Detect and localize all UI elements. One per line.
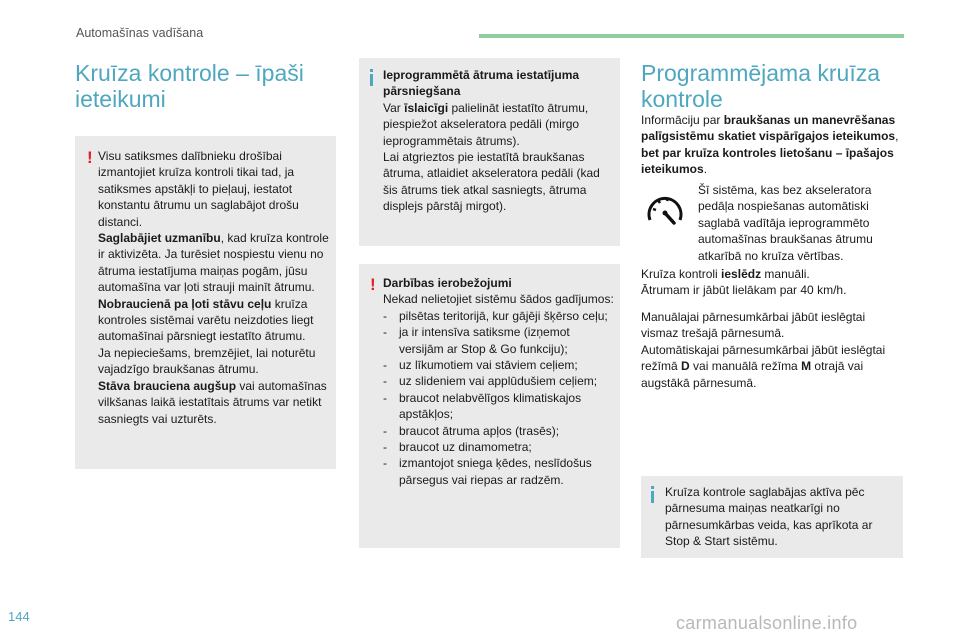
paragraph: Nobraucienā pa ļoti stāvu ceļu kruīza kontroles sistēmai varētu neizdoties liegt automašīnai pārsniegt iestatīto ātrumu. <box>98 296 314 344</box>
warning-box-safety <box>75 136 336 469</box>
warning-text <box>98 148 330 427</box>
list-item: - braucot nelabvēlīgos klimatiskajos apstākļos; <box>383 390 615 423</box>
info-title: Ieprogrammētā ātruma iestatījuma pārsniegšana <box>383 68 580 99</box>
list-item: - braucot ātruma apļos (trasēs); <box>383 423 615 439</box>
speedometer-icon <box>644 193 686 227</box>
warning-text <box>383 275 615 488</box>
warning-title: Darbības ierobežojumi <box>383 276 512 290</box>
list-item: - izmantojot sniega ķēdes, neslīdošus pārsegus vai riepas ar radzēm. <box>383 455 615 488</box>
info-icon <box>370 69 373 86</box>
paragraph: Ja nepieciešams, bremzējiet, lai noturētu vajadzīgo braukšanas ātrumu. <box>98 345 316 377</box>
heading-cruise-tips <box>75 60 304 112</box>
intro-paragraph: Informāciju par braukšanas un manevrēšanas palīgsistēmu skatiet vispārīgajos ieteikumos, bet par kruīza kontroles lietošanu – īpašajos ieteikumos. <box>641 113 899 177</box>
paragraph: Kruīza kontroli ieslēdz manuāli. <box>641 267 810 281</box>
list-item: - pilsētas teritorijā, kur gājēji šķērso ceļu; <box>383 308 615 324</box>
watermark: carmanualsonline.info <box>676 613 858 633</box>
info-box-stop-start <box>641 476 903 558</box>
paragraph: Nekad nelietojiet sistēmu šādos gadījumos: <box>383 292 614 307</box>
paragraph: Ātrumam ir jābūt lielākam par 40 km/h. <box>641 283 847 298</box>
paragraph: Stāva brauciena augšup vai automašīnas vilkšanas laikā iestatītais ātrums var netikt sasniegts vai uzturēts. <box>98 378 327 426</box>
section-label: Automašīnas vadīšana <box>76 26 204 40</box>
paragraph: Visu satiksmes dalībnieku drošībai izmantojiet kruīza kontroli tikai tad, ja satiksmes apstākļi to pieļauj, iestatot konstantu ātrumu un saglabājot drošu distanci. <box>98 149 299 229</box>
list-item: - braucot uz dinamometra; <box>383 439 615 455</box>
paragraph: Var īslaicīgi palielināt iestatīto ātrumu, piespiežot akseleratora pedāli (mirgo ieprogrammētais ātrums). <box>383 100 589 148</box>
warning-box-limitations <box>359 264 620 548</box>
heading-programmable-cruise <box>641 60 880 112</box>
paragraph: Saglabājiet uzmanību, kad kruīza kontrole ir aktivizēta. Ja turēsiet nospiestu vienu no ātruma iestatījuma maiņas pogām, jūsu automašīna var ļoti strauji mainīt ātrumu. <box>98 231 329 295</box>
info-text <box>383 67 615 215</box>
heading-line: Programmējama kruīza <box>641 60 881 86</box>
info-icon <box>651 486 654 503</box>
list-item: - uz slideniem vai applūdušiem ceļiem; <box>383 373 615 389</box>
system-description: Šī sistēma, kas bez akseleratora pedāļa nospiešanas automātiski saglabā vadītāja ieprogrammēto automašīnas braukšanas ātrumu atkarībā no kruīza vērtības. <box>698 183 873 263</box>
limitations-list <box>383 308 615 488</box>
section-bar <box>479 34 904 38</box>
paragraph: Manuālajai pārnesumkārbai jābūt ieslēgtai vismaz trešajā pārnesumā. <box>641 310 866 341</box>
info-text: Kruīza kontrole saglabājas aktīva pēc pārnesuma maiņas neatkarīgi no pārnesumkārbas veida, kas aprīkota ar Stop & Start sistēmu. <box>665 485 873 549</box>
heading-line: ieteikumi <box>75 86 166 112</box>
paragraph: Lai atgrieztos pie iestatītā braukšanas ātruma, atlaidiet akseleratora pedāli (kad šis ātrums tiek atkal sasniegts, ātruma displejs pārstāj mirgot). <box>383 150 600 214</box>
heading-line: kontrole <box>641 86 723 112</box>
activation-paragraph <box>641 266 905 299</box>
list-item: - uz līkumotiem vai stāviem ceļiem; <box>383 357 615 373</box>
info-box-override <box>359 58 620 246</box>
list-item: - ja ir intensīva satiksme (izņemot versijām ar Stop & Go funkciju); <box>383 324 615 357</box>
heading-line: Kruīza kontrole – īpaši <box>75 60 304 86</box>
gearbox-paragraph <box>641 309 905 391</box>
paragraph: Automātiskajai pārnesumkārbai jābūt ieslēgtai režīmā D vai manuālā režīma M otrajā vai augstākā pārnesumā. <box>641 342 886 390</box>
warning-exclamation-icon: ! <box>87 148 93 167</box>
page-number: 144 <box>8 609 30 624</box>
warning-exclamation-icon: ! <box>370 275 376 294</box>
